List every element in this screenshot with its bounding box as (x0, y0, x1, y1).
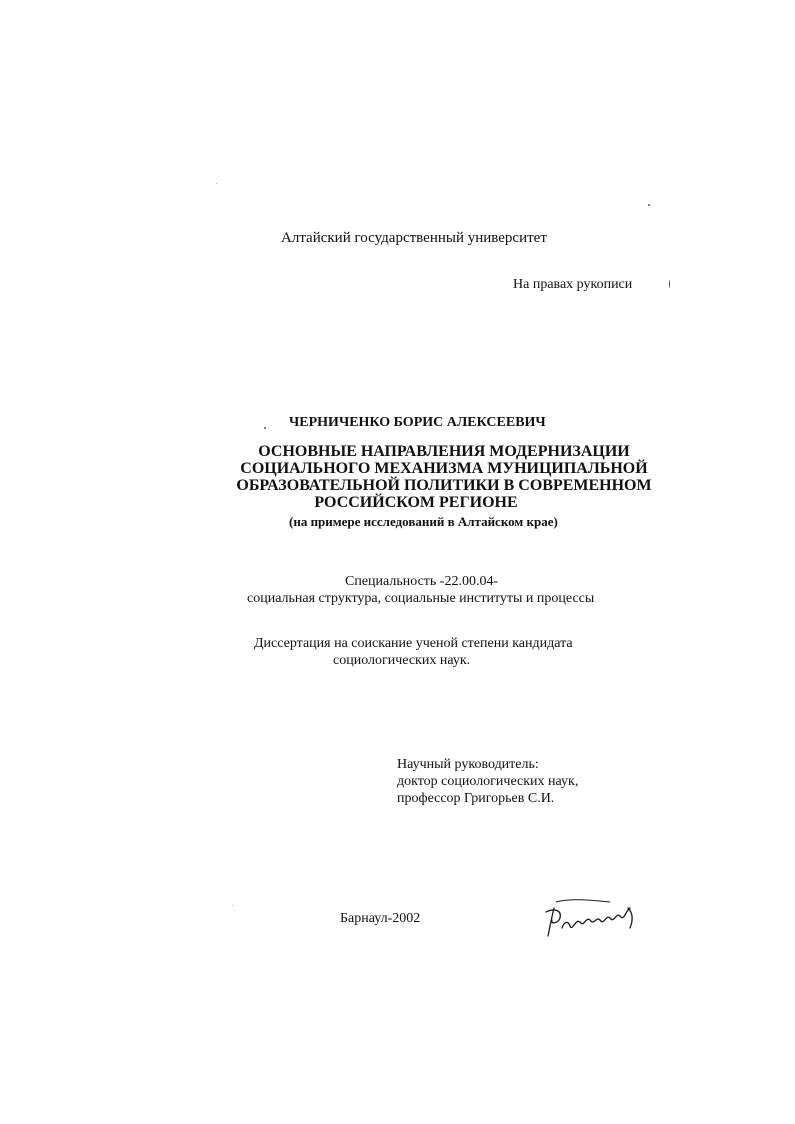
advisor-degree: доктор социологических наук, (397, 774, 579, 789)
title-line: ОСНОВНЫЕ НАПРАВЛЕНИЯ МОДЕРНИЗАЦИИ (258, 443, 630, 460)
dissertation-degree: Диссертация на соискание ученой степени кандидата (254, 636, 573, 651)
author-name: ЧЕРНИЧЕНКО БОРИС АЛЕКСЕЕВИЧ (289, 415, 546, 430)
dissertation-subtitle: (на примере исследований в Алтайском крае) (289, 514, 558, 529)
scan-speck (669, 280, 670, 288)
scan-speck (232, 905, 233, 906)
dissertation-title (236, 443, 651, 511)
scan-speck (264, 427, 266, 429)
rights-note: На правах рукописи (513, 277, 633, 292)
title-line: ОБРАЗОВАТЕЛЬНОЙ ПОЛИТИКИ В СОВРЕМЕННОМ (236, 477, 652, 494)
title-line: РОССИЙСКОМ РЕГИОНЕ (314, 494, 518, 511)
handwritten-signature-icon (540, 898, 640, 940)
scan-speck (648, 204, 650, 206)
advisor-name: профессор Григорьев С.И. (397, 791, 555, 806)
specialty-code: Специальность -22.00.04- (345, 574, 499, 589)
scan-speck (216, 183, 217, 184)
dissertation-field: социологических наук. (333, 653, 471, 668)
title-line: СОЦИАЛЬНОГО МЕХАНИЗМА МУНИЦИПАЛЬНОЙ (240, 460, 648, 477)
specialty-name: социальная структура, социальные институты и процессы (247, 591, 595, 606)
advisor-label: Научный руководитель: (397, 757, 539, 772)
university-name: Алтайский государственный университет (281, 230, 547, 246)
city-year: Барнаул-2002 (340, 911, 421, 926)
